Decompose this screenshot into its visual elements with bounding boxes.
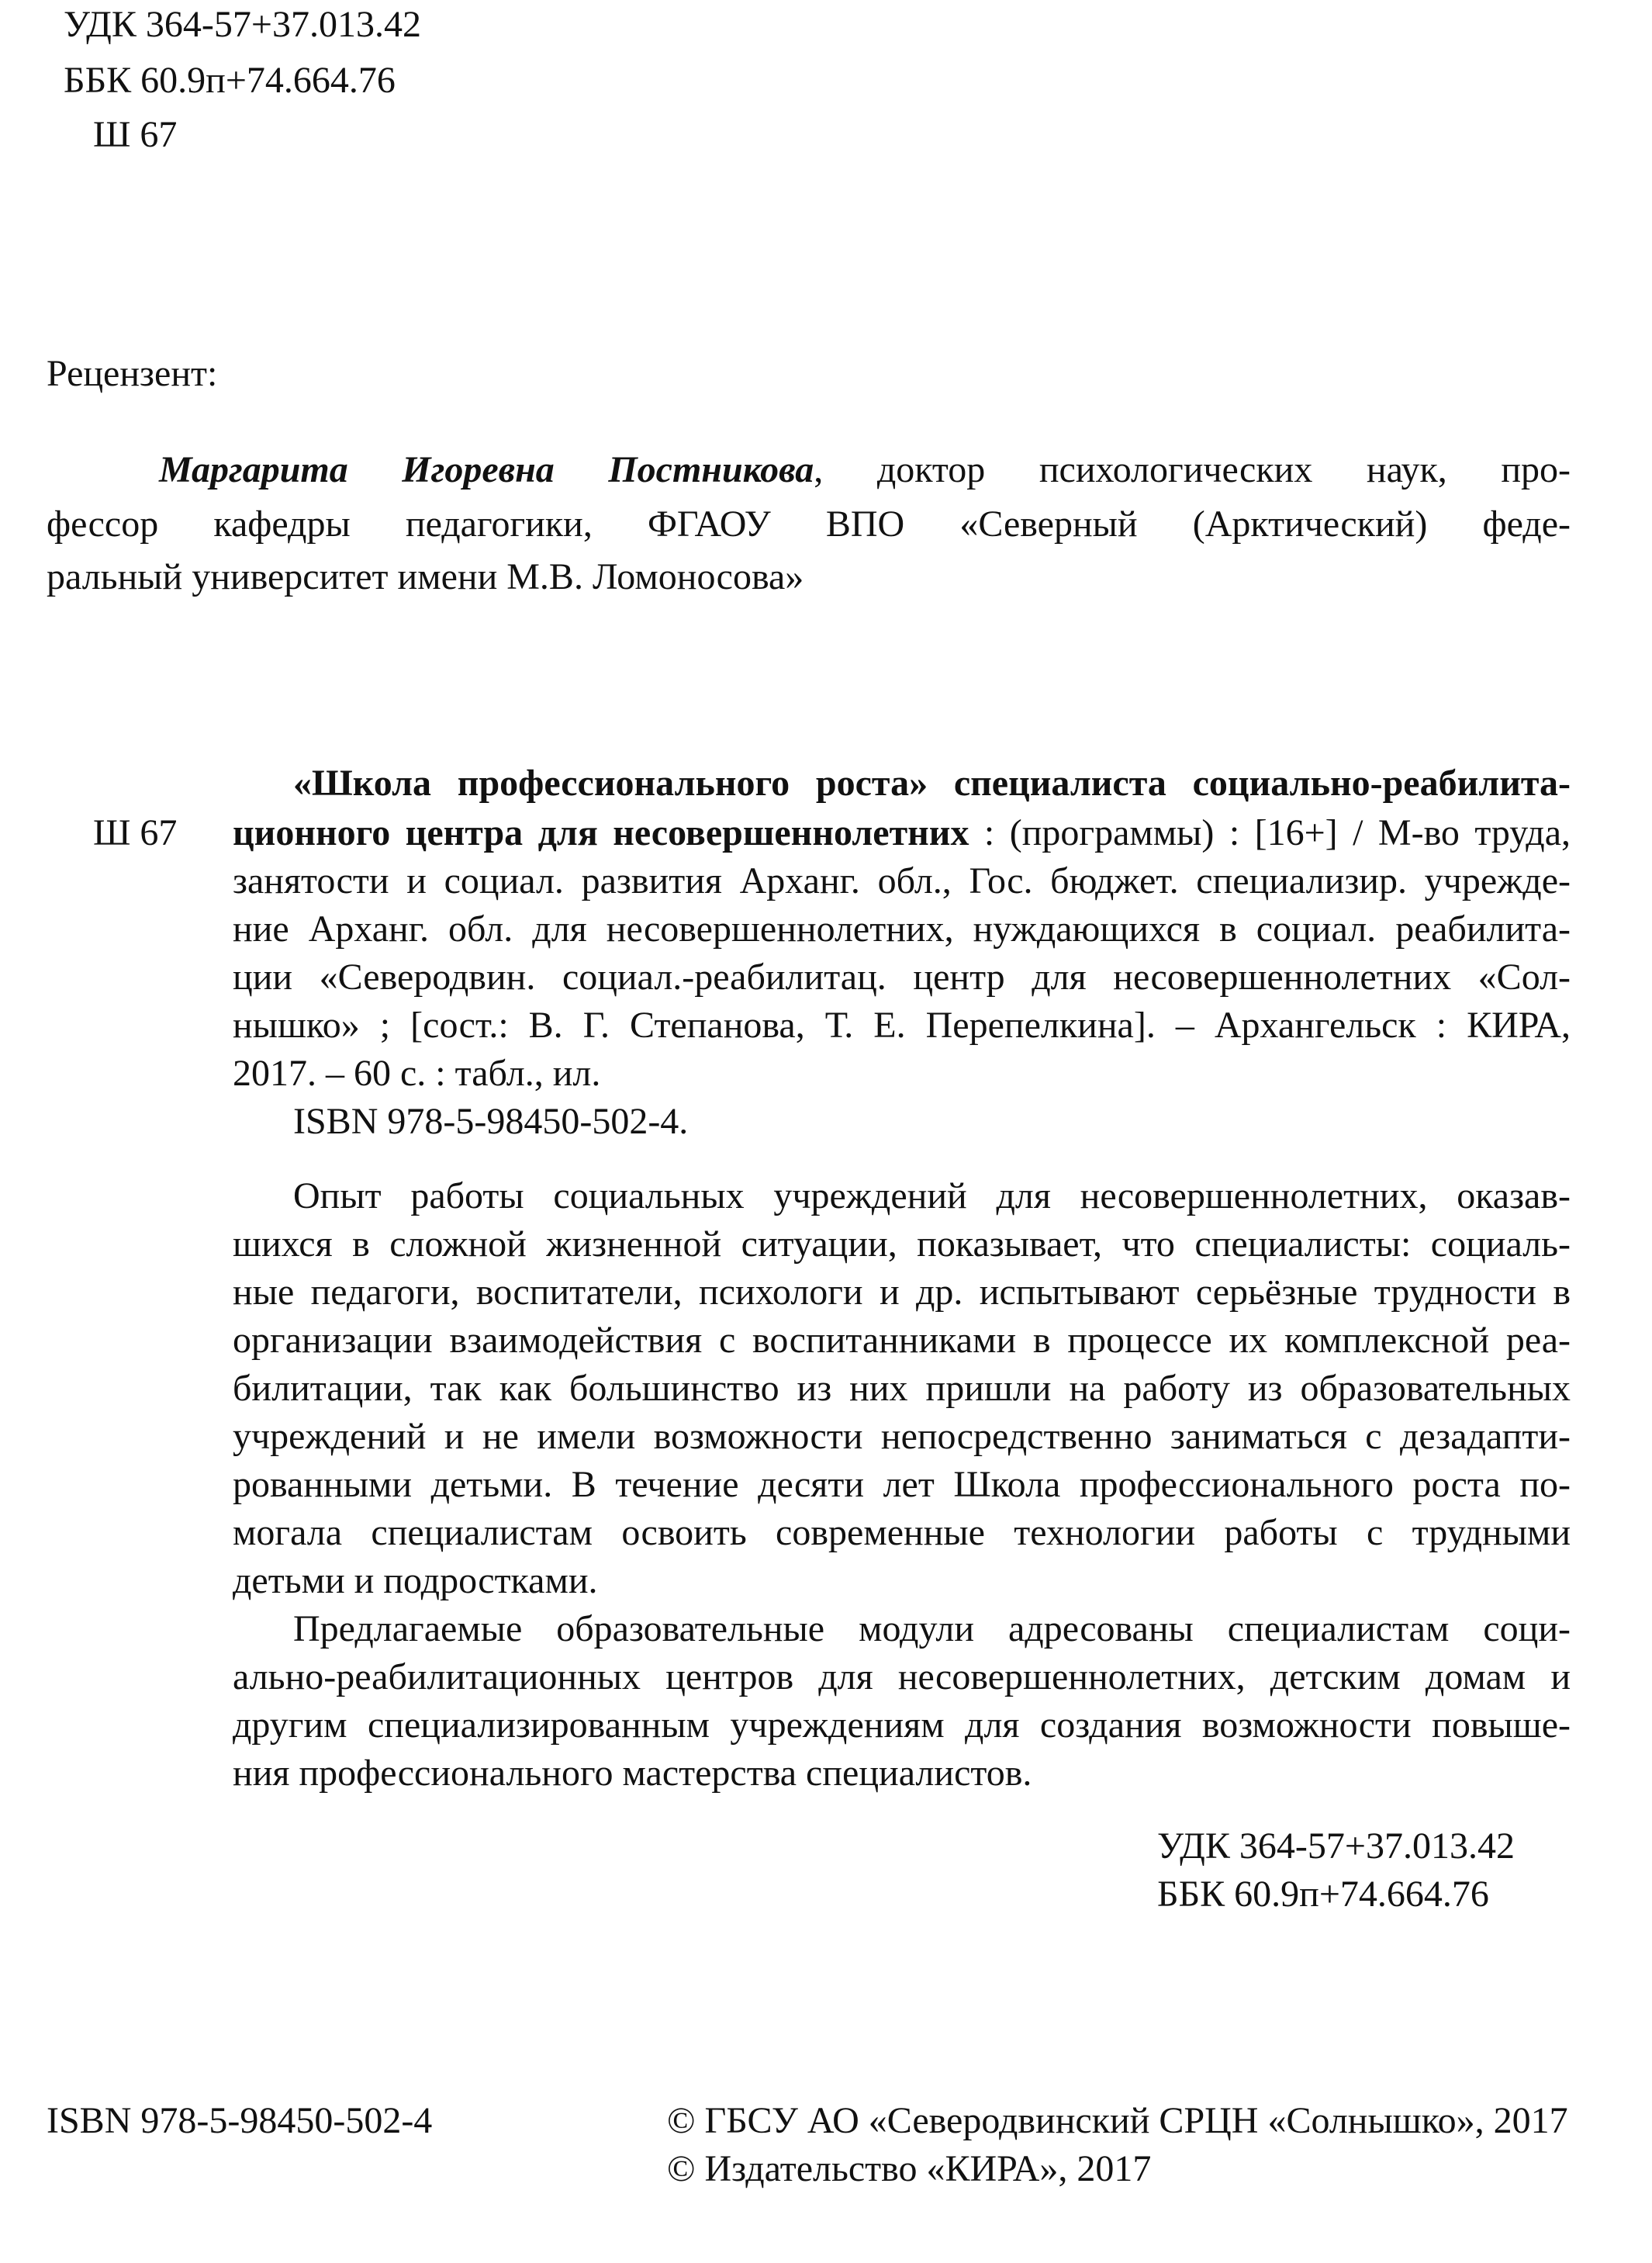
bottom-bbk: ББК 60.9п+74.664.76 [1157,1874,1489,1915]
reviewer-label: Рецензент: [47,353,218,394]
abstract-p1-line-9: детьми и подростками. [233,1560,598,1601]
catalog-line-6: нышко» ; [сост.: В. Г. Степанова, Т. Е. Перепелкина]. – Архангельск : КИРА, [233,1005,1571,1046]
abstract-p2-line-1: Предлагаемые образовательные модули адресованы специалистам соци- [293,1608,1571,1649]
catalog-line-5: ции «Северодвин. социал.-реабилитац. центр для несовершеннолетних «Сол- [233,957,1571,998]
catalog-isbn: ISBN 978-5-98450-502-4. [293,1101,689,1142]
reviewer-name: Маргарита Игоревна Постникова [159,449,814,490]
header-author-mark: Ш 67 [93,114,178,155]
abstract-p1-line-5: билитации, так как большинство из них пришли на работу из образовательных [233,1368,1571,1409]
reviewer-line-1 [159,448,1571,492]
abstract-p2-line-3: другим специализированным учреждениям для создания возможности повыше- [233,1704,1571,1746]
catalog-line-2 [233,811,1571,855]
footer-copyright-1: © ГБСУ АО «Северодвинский СРЦН «Солнышко», 2017 [667,2100,1568,2141]
abstract-p1-line-8: могала специалистам освоить современные технологии работы с трудными [233,1512,1571,1553]
reviewer-line-1-rest: , доктор психологических наук, про- [814,449,1571,490]
catalog-title-line-1: «Школа профессионального роста» специалиста социально-реабилита- [293,763,1571,804]
abstract-p1-line-6: учреждений и не имели возможности непосредственно заниматься с дезадапти- [233,1416,1571,1457]
abstract-p1-line-4: организации взаимодействия с воспитанниками в процессе их комплексной реа- [233,1320,1571,1361]
footer-copyright-2: © Издательство «КИРА», 2017 [667,2148,1152,2189]
catalog-line-7: 2017. – 60 с. : табл., ил. [233,1053,601,1094]
abstract-p1-line-2: шихся в сложной жизненной ситуации, показывает, что специалисты: социаль- [233,1223,1571,1265]
abstract-p1-line-7: рованными детьми. В течение десяти лет Школа профессионального роста по- [233,1464,1571,1505]
abstract-p2-line-2: ально-реабилитационных центров для несовершеннолетних, детским домам и [233,1656,1571,1697]
catalog-line-4: ние Арханг. обл. для несовершеннолетних, нуждающихся в социал. реабилита- [233,908,1571,950]
bottom-udk: УДК 364-57+37.013.42 [1157,1825,1515,1867]
header-bbk: ББК 60.9п+74.664.76 [64,60,396,101]
abstract-p2-line-4: ния профессионального мастерства специалистов. [233,1753,1032,1794]
footer-isbn: ISBN 978-5-98450-502-4 [47,2100,433,2141]
reviewer-line-3: ральный университет имени М.В. Ломоносова» [47,556,804,597]
catalog-author-mark: Ш 67 [93,812,178,853]
catalog-line-3: занятости и социал. развития Арханг. обл., Гос. бюджет. специализир. учрежде- [233,860,1571,901]
reviewer-line-2: фессор кафедры педагогики, ФГАОУ ВПО «Северный (Арктический) феде- [47,503,1571,545]
catalog-line-2-rest: : (программы) : [16+] / М-во труда, [969,812,1571,853]
abstract-p1-line-1: Опыт работы социальных учреждений для несовершеннолетних, оказав- [293,1175,1571,1216]
catalog-title-line-2: ционного центра для несовершеннолетних [233,812,969,853]
header-udk: УДК 364-57+37.013.42 [64,4,421,45]
abstract-p1-line-3: ные педагоги, воспитатели, психологи и др. испытывают серьёзные трудности в [233,1272,1571,1313]
